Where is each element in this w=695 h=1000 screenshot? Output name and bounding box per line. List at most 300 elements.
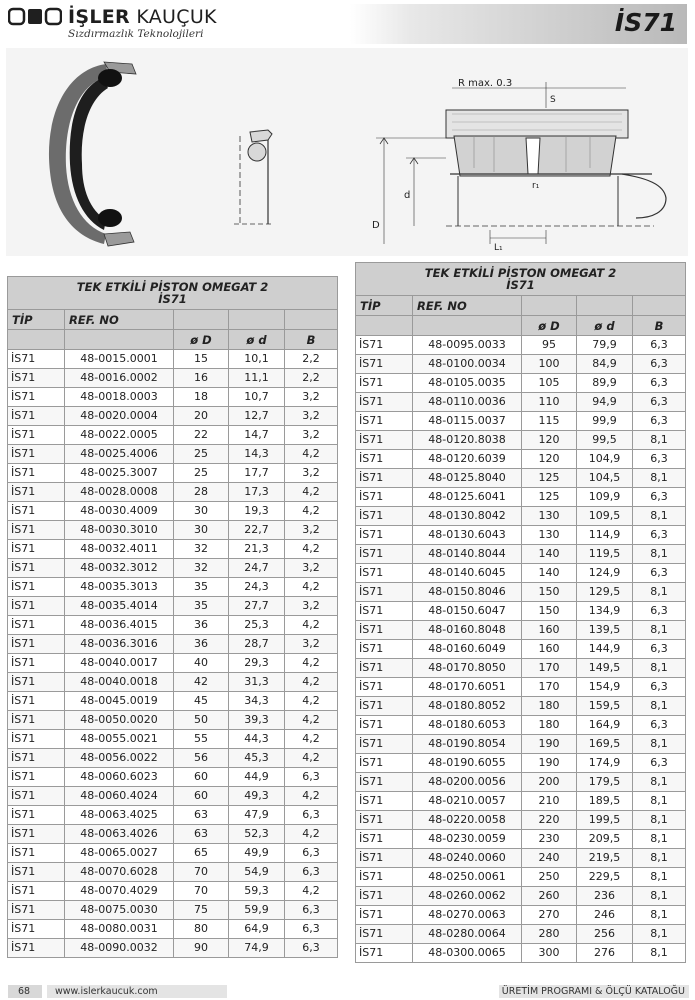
table-row [356, 469, 686, 488]
cell-width: 6,3 [285, 768, 338, 787]
cell-tip: İS71 [8, 806, 65, 825]
cell-outer-diameter: 25 [174, 445, 229, 464]
cell-inner-diameter: 59,9 [229, 901, 285, 920]
cell-width: 6,3 [633, 564, 686, 583]
cell-width: 3,2 [285, 597, 338, 616]
cell-ref-no: 48-0210.0057 [413, 792, 522, 811]
cell-inner-diameter: 54,9 [229, 863, 285, 882]
cell-width: 6,3 [633, 640, 686, 659]
cell-tip: İS71 [8, 787, 65, 806]
cell-tip: İS71 [356, 640, 413, 659]
company-logo [8, 4, 248, 40]
cell-outer-diameter: 70 [174, 882, 229, 901]
seal-cross-section [234, 130, 274, 224]
cell-inner-diameter: 159,5 [577, 697, 633, 716]
table-row [356, 507, 686, 526]
cell-inner-diameter: 104,5 [577, 469, 633, 488]
cell-outer-diameter: 32 [174, 540, 229, 559]
cell-outer-diameter: 50 [174, 711, 229, 730]
cell-inner-diameter: 119,5 [577, 545, 633, 564]
label-r1: r₁ [532, 181, 540, 191]
cell-inner-diameter: 154,9 [577, 678, 633, 697]
cell-inner-diameter: 34,3 [229, 692, 285, 711]
cell-inner-diameter: 47,9 [229, 806, 285, 825]
table-row [356, 849, 686, 868]
table-row [8, 616, 338, 635]
table-row [8, 464, 338, 483]
table-row [8, 768, 338, 787]
cell-width: 3,2 [285, 635, 338, 654]
cell-width: 8,1 [633, 849, 686, 868]
cell-ref-no: 48-0063.4025 [65, 806, 174, 825]
table-row [356, 545, 686, 564]
cell-ref-no: 48-0200.0056 [413, 773, 522, 792]
cell-outer-diameter: 90 [174, 939, 229, 958]
cell-ref-no: 48-0220.0058 [413, 811, 522, 830]
cell-ref-no: 48-0160.6049 [413, 640, 522, 659]
cell-outer-diameter: 25 [174, 464, 229, 483]
cell-inner-diameter: 219,5 [577, 849, 633, 868]
header-width: B [285, 330, 338, 350]
brand-tagline: Sızdırmazlık Teknolojileri [68, 28, 204, 40]
cell-inner-diameter: 10,1 [229, 350, 285, 369]
table-row [8, 882, 338, 901]
cell-tip: İS71 [356, 830, 413, 849]
cell-ref-no: 48-0022.0005 [65, 426, 174, 445]
cell-width: 8,1 [633, 735, 686, 754]
table-row [8, 388, 338, 407]
cell-width: 6,3 [285, 939, 338, 958]
cell-tip: İS71 [356, 583, 413, 602]
cell-tip: İS71 [8, 844, 65, 863]
cell-outer-diameter: 55 [174, 730, 229, 749]
cell-ref-no: 48-0260.0062 [413, 887, 522, 906]
table-row [8, 863, 338, 882]
cell-tip: İS71 [8, 692, 65, 711]
cell-tip: İS71 [8, 901, 65, 920]
cell-outer-diameter: 36 [174, 616, 229, 635]
cell-inner-diameter: 17,7 [229, 464, 285, 483]
cell-inner-diameter: 17,3 [229, 483, 285, 502]
cell-inner-diameter: 14,3 [229, 445, 285, 464]
catalog-title: ÜRETİM PROGRAMI & ÖLÇÜ KATALOĞU [499, 985, 689, 998]
cell-width: 4,2 [285, 578, 338, 597]
brand-name: İŞLER KAUÇUK [68, 6, 217, 28]
cell-tip: İS71 [8, 863, 65, 882]
cell-width: 8,1 [633, 469, 686, 488]
cell-width: 6,3 [285, 844, 338, 863]
cell-inner-diameter: 179,5 [577, 773, 633, 792]
cell-tip: İS71 [8, 521, 65, 540]
cell-inner-diameter: 144,9 [577, 640, 633, 659]
cell-outer-diameter: 120 [522, 450, 577, 469]
cell-ref-no: 48-0270.0063 [413, 906, 522, 925]
cell-width: 4,2 [285, 445, 338, 464]
cell-outer-diameter: 35 [174, 597, 229, 616]
cell-ref-no: 48-0050.0020 [65, 711, 174, 730]
cell-inner-diameter: 99,5 [577, 431, 633, 450]
cell-ref-no: 48-0032.3012 [65, 559, 174, 578]
cell-inner-diameter: 104,9 [577, 450, 633, 469]
cell-outer-diameter: 40 [174, 654, 229, 673]
cell-ref-no: 48-0140.6045 [413, 564, 522, 583]
cell-width: 6,3 [633, 678, 686, 697]
cell-inner-diameter: 31,3 [229, 673, 285, 692]
cell-tip: İS71 [356, 469, 413, 488]
table-row [356, 773, 686, 792]
cell-width: 6,3 [285, 901, 338, 920]
cell-outer-diameter: 45 [174, 692, 229, 711]
cell-outer-diameter: 42 [174, 673, 229, 692]
label-d-small: d [404, 190, 411, 201]
cell-outer-diameter: 125 [522, 469, 577, 488]
table-row [356, 792, 686, 811]
cell-outer-diameter: 115 [522, 412, 577, 431]
cell-width: 6,3 [633, 355, 686, 374]
cell-ref-no: 48-0090.0032 [65, 939, 174, 958]
cell-outer-diameter: 56 [174, 749, 229, 768]
cell-outer-diameter: 180 [522, 716, 577, 735]
table-row [8, 920, 338, 939]
cell-ref-no: 48-0065.0027 [65, 844, 174, 863]
table-row [356, 906, 686, 925]
cell-tip: İS71 [356, 564, 413, 583]
cell-tip: İS71 [8, 578, 65, 597]
header-outer-diameter: ø D [174, 330, 229, 350]
cell-width: 6,3 [285, 863, 338, 882]
cell-ref-no: 48-0060.4024 [65, 787, 174, 806]
cell-tip: İS71 [356, 412, 413, 431]
cell-tip: İS71 [356, 887, 413, 906]
cell-outer-diameter: 160 [522, 640, 577, 659]
table-row [356, 488, 686, 507]
cell-width: 3,2 [285, 407, 338, 426]
table-row [356, 811, 686, 830]
cell-inner-diameter: 19,3 [229, 502, 285, 521]
cell-width: 6,3 [285, 920, 338, 939]
cell-tip: İS71 [8, 350, 65, 369]
cell-ref-no: 48-0075.0030 [65, 901, 174, 920]
cell-outer-diameter: 160 [522, 621, 577, 640]
table-row [8, 559, 338, 578]
cell-tip: İS71 [356, 488, 413, 507]
cell-tip: İS71 [8, 388, 65, 407]
label-l1: L₁ [494, 243, 503, 253]
table-title: TEK ETKİLİ PİSTON OMEGAT 2 İS71 [356, 263, 686, 296]
cell-inner-diameter: 24,7 [229, 559, 285, 578]
cell-width: 8,1 [633, 545, 686, 564]
cell-inner-diameter: 21,3 [229, 540, 285, 559]
cell-ref-no: 48-0030.4009 [65, 502, 174, 521]
cell-width: 4,2 [285, 540, 338, 559]
cell-ref-no: 48-0063.4026 [65, 825, 174, 844]
table-row [8, 749, 338, 768]
cell-ref-no: 48-0080.0031 [65, 920, 174, 939]
cell-inner-diameter: 49,9 [229, 844, 285, 863]
cell-tip: İS71 [8, 882, 65, 901]
cell-width: 3,2 [285, 559, 338, 578]
cell-inner-diameter: 229,5 [577, 868, 633, 887]
table-row [8, 502, 338, 521]
cell-width: 8,1 [633, 868, 686, 887]
cell-tip: İS71 [8, 616, 65, 635]
cell-width: 4,2 [285, 692, 338, 711]
cell-ref-no: 48-0095.0033 [413, 336, 522, 355]
cell-ref-no: 48-0170.6051 [413, 678, 522, 697]
cell-tip: İS71 [8, 464, 65, 483]
table-body [356, 336, 686, 963]
cell-tip: İS71 [356, 526, 413, 545]
table-row [8, 445, 338, 464]
table-row [356, 868, 686, 887]
cell-tip: İS71 [8, 749, 65, 768]
cell-tip: İS71 [356, 773, 413, 792]
cell-ref-no: 48-0120.8038 [413, 431, 522, 450]
cell-ref-no: 48-0130.6043 [413, 526, 522, 545]
table-row [356, 944, 686, 963]
cell-ref-no: 48-0190.8054 [413, 735, 522, 754]
table-row [356, 583, 686, 602]
cell-width: 3,2 [285, 388, 338, 407]
cell-outer-diameter: 65 [174, 844, 229, 863]
header-tip: TİP [8, 310, 65, 330]
label-r-max: R max. 0.3 [458, 78, 513, 89]
cell-ref-no: 48-0032.4011 [65, 540, 174, 559]
cell-inner-diameter: 169,5 [577, 735, 633, 754]
cell-tip: İS71 [8, 730, 65, 749]
cell-outer-diameter: 30 [174, 521, 229, 540]
cell-inner-diameter: 164,9 [577, 716, 633, 735]
cell-tip: İS71 [356, 545, 413, 564]
table-row [8, 407, 338, 426]
cell-inner-diameter: 199,5 [577, 811, 633, 830]
cell-outer-diameter: 140 [522, 545, 577, 564]
header-width: B [633, 316, 686, 336]
cell-ref-no: 48-0060.6023 [65, 768, 174, 787]
table-row [8, 654, 338, 673]
table-row [356, 678, 686, 697]
cell-tip: İS71 [356, 735, 413, 754]
cell-ref-no: 48-0018.0003 [65, 388, 174, 407]
cell-outer-diameter: 28 [174, 483, 229, 502]
cell-ref-no: 48-0230.0059 [413, 830, 522, 849]
table-title: TEK ETKİLİ PİSTON OMEGAT 2 İS71 [8, 277, 338, 310]
cell-inner-diameter: 114,9 [577, 526, 633, 545]
cell-outer-diameter: 105 [522, 374, 577, 393]
cell-outer-diameter: 32 [174, 559, 229, 578]
cell-ref-no: 48-0250.0061 [413, 868, 522, 887]
cell-outer-diameter: 15 [174, 350, 229, 369]
cell-width: 2,2 [285, 350, 338, 369]
cell-inner-diameter: 14,7 [229, 426, 285, 445]
table-row [356, 697, 686, 716]
cell-width: 4,2 [285, 730, 338, 749]
header-inner-diameter: ø d [577, 316, 633, 336]
cell-outer-diameter: 250 [522, 868, 577, 887]
header-ref-no: REF. NO [413, 296, 522, 316]
cell-outer-diameter: 230 [522, 830, 577, 849]
cell-width: 3,2 [285, 464, 338, 483]
label-s: S [550, 95, 556, 105]
cell-outer-diameter: 280 [522, 925, 577, 944]
cell-width: 4,2 [285, 483, 338, 502]
cell-inner-diameter: 74,9 [229, 939, 285, 958]
cell-inner-diameter: 24,3 [229, 578, 285, 597]
cell-inner-diameter: 276 [577, 944, 633, 963]
cell-outer-diameter: 60 [174, 787, 229, 806]
table-row [356, 393, 686, 412]
cell-inner-diameter: 52,3 [229, 825, 285, 844]
cell-width: 8,1 [633, 431, 686, 450]
cell-tip: İS71 [356, 431, 413, 450]
cell-ref-no: 48-0280.0064 [413, 925, 522, 944]
cell-tip: İS71 [8, 768, 65, 787]
cell-width: 4,2 [285, 882, 338, 901]
cell-width: 6,3 [633, 716, 686, 735]
cell-width: 4,2 [285, 616, 338, 635]
cell-tip: İS71 [356, 925, 413, 944]
cell-tip: İS71 [8, 445, 65, 464]
table-row [356, 621, 686, 640]
cell-outer-diameter: 30 [174, 502, 229, 521]
cell-ref-no: 48-0045.0019 [65, 692, 174, 711]
cell-inner-diameter: 174,9 [577, 754, 633, 773]
cell-tip: İS71 [356, 754, 413, 773]
cell-inner-diameter: 11,1 [229, 369, 285, 388]
cell-width: 4,2 [285, 673, 338, 692]
cell-inner-diameter: 29,3 [229, 654, 285, 673]
cell-width: 8,1 [633, 659, 686, 678]
cell-inner-diameter: 134,9 [577, 602, 633, 621]
cell-ref-no: 48-0240.0060 [413, 849, 522, 868]
cell-outer-diameter: 95 [522, 336, 577, 355]
cell-inner-diameter: 10,7 [229, 388, 285, 407]
seal-3d-render [49, 62, 136, 246]
cell-tip: İS71 [8, 597, 65, 616]
cell-width: 4,2 [285, 654, 338, 673]
table-row [356, 754, 686, 773]
table-row [8, 521, 338, 540]
cell-width: 6,3 [633, 374, 686, 393]
table-row [8, 673, 338, 692]
table-row [8, 730, 338, 749]
table-row [356, 336, 686, 355]
cell-ref-no: 48-0036.4015 [65, 616, 174, 635]
cell-ref-no: 48-0150.8046 [413, 583, 522, 602]
table-row [8, 787, 338, 806]
cell-inner-diameter: 89,9 [577, 374, 633, 393]
cell-outer-diameter: 63 [174, 806, 229, 825]
cell-width: 4,2 [285, 825, 338, 844]
cell-ref-no: 48-0035.4014 [65, 597, 174, 616]
cell-inner-diameter: 22,7 [229, 521, 285, 540]
seal-drawings [6, 48, 688, 256]
cell-tip: İS71 [8, 673, 65, 692]
cell-tip: İS71 [356, 792, 413, 811]
cell-outer-diameter: 22 [174, 426, 229, 445]
cell-outer-diameter: 170 [522, 678, 577, 697]
cell-width: 8,1 [633, 906, 686, 925]
table-row [8, 483, 338, 502]
cell-tip: İS71 [8, 654, 65, 673]
cell-tip: İS71 [356, 697, 413, 716]
cell-outer-diameter: 20 [174, 407, 229, 426]
table-row [356, 887, 686, 906]
cell-inner-diameter: 139,5 [577, 621, 633, 640]
cell-inner-diameter: 246 [577, 906, 633, 925]
cell-width: 8,1 [633, 621, 686, 640]
cell-inner-diameter: 129,5 [577, 583, 633, 602]
cell-outer-diameter: 100 [522, 355, 577, 374]
cell-width: 3,2 [285, 521, 338, 540]
cell-ref-no: 48-0150.6047 [413, 602, 522, 621]
cell-ref-no: 48-0040.0018 [65, 673, 174, 692]
cell-ref-no: 48-0056.0022 [65, 749, 174, 768]
header-inner-diameter: ø d [229, 330, 285, 350]
cell-outer-diameter: 130 [522, 526, 577, 545]
cell-ref-no: 48-0025.3007 [65, 464, 174, 483]
cell-width: 6,3 [633, 526, 686, 545]
cell-width: 8,1 [633, 792, 686, 811]
cell-width: 8,1 [633, 925, 686, 944]
cell-ref-no: 48-0170.8050 [413, 659, 522, 678]
cell-ref-no: 48-0025.4006 [65, 445, 174, 464]
cell-tip: İS71 [8, 540, 65, 559]
table-body [8, 350, 338, 958]
cell-inner-diameter: 99,9 [577, 412, 633, 431]
cell-ref-no: 48-0070.6028 [65, 863, 174, 882]
label-d-large: D [372, 220, 380, 231]
cell-tip: İS71 [8, 426, 65, 445]
cell-ref-no: 48-0160.8048 [413, 621, 522, 640]
cell-inner-diameter: 84,9 [577, 355, 633, 374]
cell-inner-diameter: 25,3 [229, 616, 285, 635]
cell-outer-diameter: 70 [174, 863, 229, 882]
cell-tip: İS71 [8, 559, 65, 578]
cell-tip: İS71 [356, 944, 413, 963]
cell-width: 8,1 [633, 773, 686, 792]
cell-outer-diameter: 240 [522, 849, 577, 868]
cell-outer-diameter: 16 [174, 369, 229, 388]
cell-ref-no: 48-0115.0037 [413, 412, 522, 431]
cell-tip: İS71 [8, 369, 65, 388]
cell-width: 8,1 [633, 583, 686, 602]
cell-outer-diameter: 200 [522, 773, 577, 792]
cell-ref-no: 48-0105.0035 [413, 374, 522, 393]
cell-outer-diameter: 260 [522, 887, 577, 906]
cell-width: 6,3 [285, 806, 338, 825]
cell-outer-diameter: 180 [522, 697, 577, 716]
cell-ref-no: 48-0036.3016 [65, 635, 174, 654]
table-row [356, 374, 686, 393]
cell-tip: İS71 [356, 602, 413, 621]
table-row [8, 578, 338, 597]
cell-outer-diameter: 110 [522, 393, 577, 412]
cell-width: 8,1 [633, 887, 686, 906]
cell-outer-diameter: 270 [522, 906, 577, 925]
cell-ref-no: 48-0016.0002 [65, 369, 174, 388]
website-link[interactable]: www.islerkaucuk.com [47, 985, 227, 998]
cell-ref-no: 48-0100.0034 [413, 355, 522, 374]
cell-inner-diameter: 49,3 [229, 787, 285, 806]
cell-width: 6,3 [633, 412, 686, 431]
cell-inner-diameter: 79,9 [577, 336, 633, 355]
cell-width: 8,1 [633, 944, 686, 963]
cell-tip: İS71 [8, 635, 65, 654]
cell-tip: İS71 [356, 355, 413, 374]
table-row [356, 355, 686, 374]
cell-inner-diameter: 64,9 [229, 920, 285, 939]
